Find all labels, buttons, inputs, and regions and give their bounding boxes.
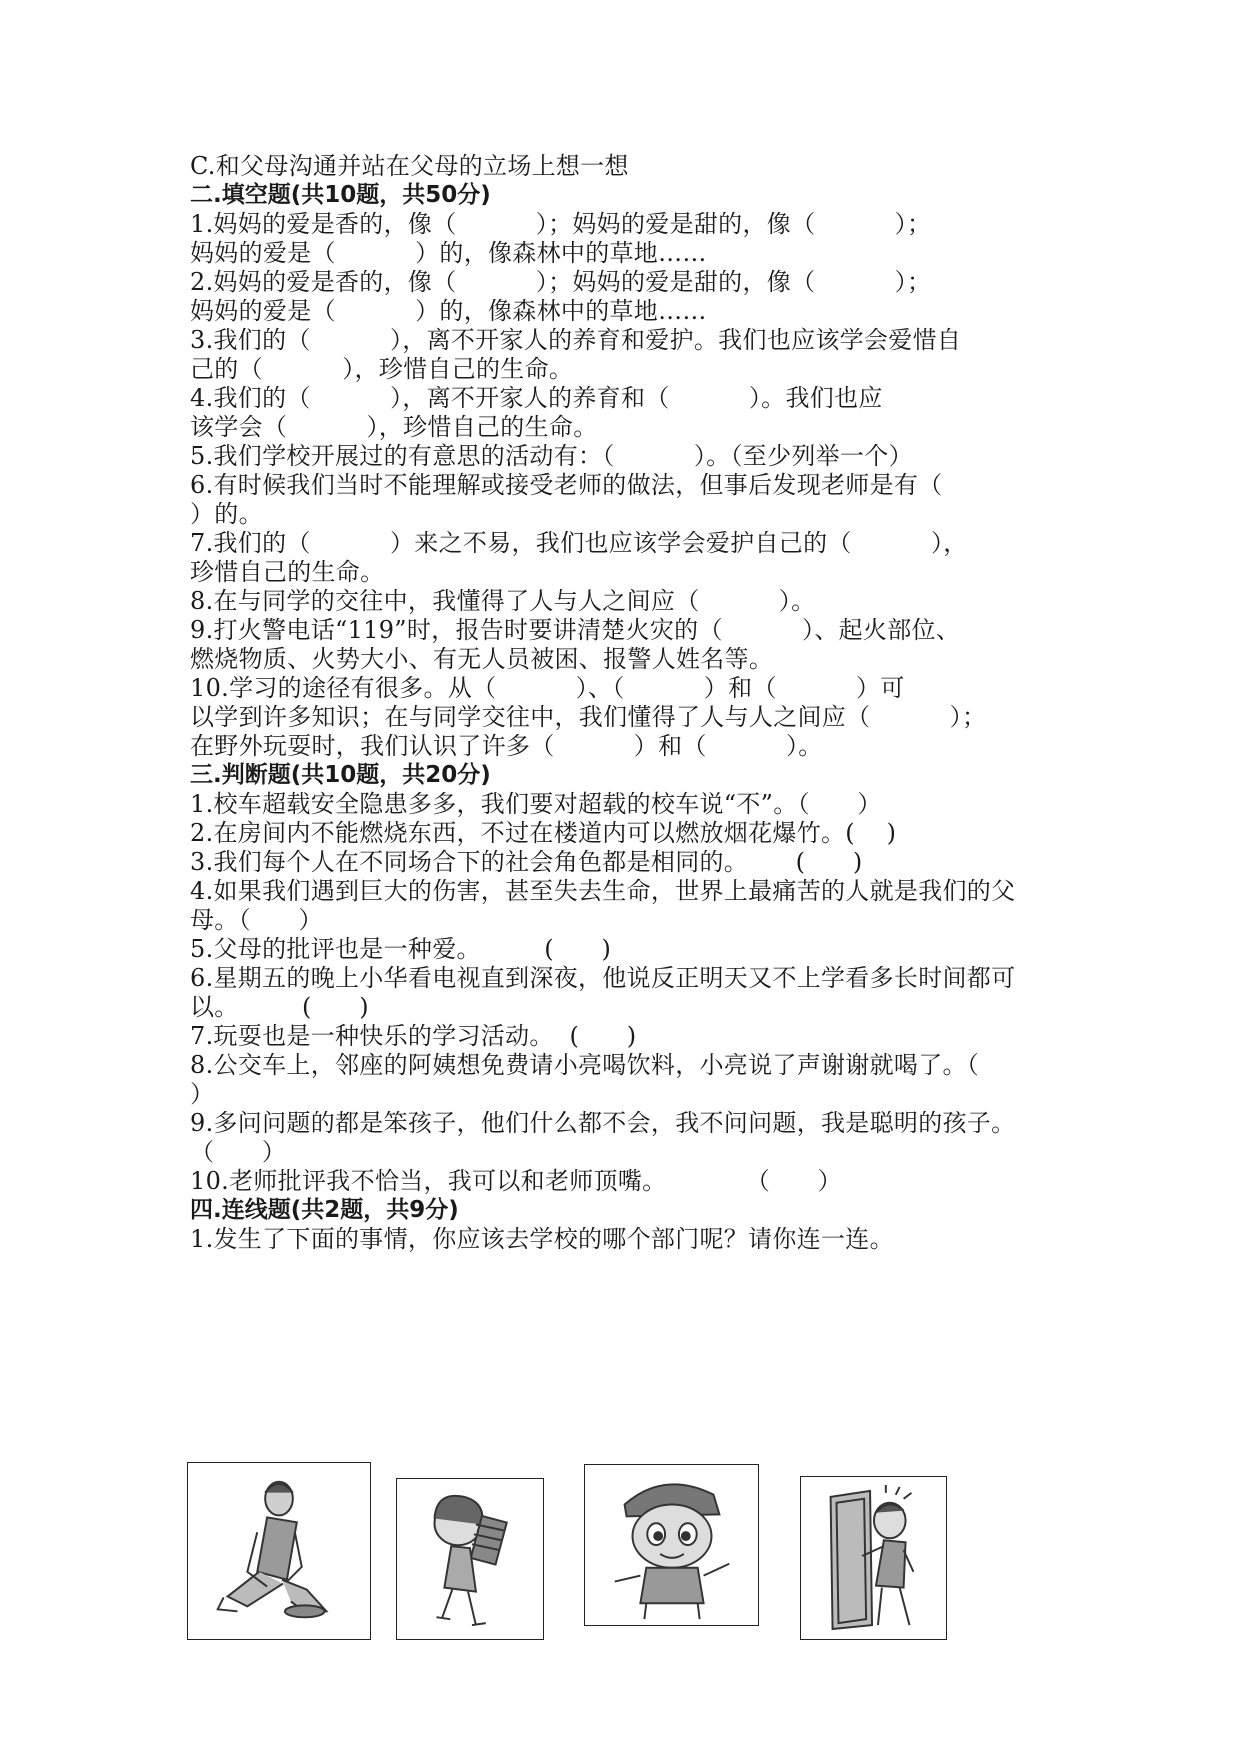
text-line: 在野外玩耍时，我们认识了许多（ ）和（ ）。 bbox=[190, 732, 823, 760]
text-line: 1.校车超载安全隐患多多，我们要对超载的校车说“不”。（ ） bbox=[190, 790, 882, 818]
text-line: 8.在与同学的交往中，我懂得了人与人之间应（ ）。 bbox=[190, 587, 816, 615]
boy-hurt-knee-picture bbox=[187, 1462, 371, 1640]
section-heading: 二.填空题(共10题，共50分) bbox=[190, 182, 491, 208]
text-line: 珍惜自己的生命。 bbox=[190, 558, 385, 586]
text-line: 5.父母的批评也是一种爱。 ( ) bbox=[190, 935, 612, 963]
text-line: 2.在房间内不能燃烧东西，不过在楼道内可以燃放烟花爆竹。( ) bbox=[190, 819, 897, 847]
text-line: 6.有时候我们当时不能理解或接受老师的做法，但事后发现老师是有（ bbox=[190, 471, 943, 499]
text-line: 2.妈妈的爱是香的，像（ ）；妈妈的爱是甜的，像（ ）； bbox=[190, 268, 932, 296]
text-line: 己的（ ），珍惜自己的生命。 bbox=[190, 355, 574, 383]
text-line: 10.老师批评我不恰当，我可以和老师顶嘴。 （ ） bbox=[190, 1167, 842, 1195]
text-line: 母。（ ） bbox=[190, 906, 323, 934]
boy-at-door-drawing bbox=[801, 1477, 946, 1639]
girl-carrying-books-drawing bbox=[397, 1479, 543, 1639]
worksheet-page bbox=[190, 152, 1070, 1254]
text-line: 6.星期五的晚上小华看电视直到深夜，他说反正明天又不上学看多长时间都可 bbox=[190, 964, 1016, 992]
text-line: C.和父母沟通并站在父母的立场上想一想 bbox=[190, 152, 629, 180]
text-line: 10.学习的途径有很多。从（ ）、（ ）和（ ）可 bbox=[190, 674, 905, 702]
text-line: 7.玩耍也是一种快乐的学习活动。 ( ) bbox=[190, 1022, 637, 1050]
text-line: 4.如果我们遇到巨大的伤害，甚至失去生命，世界上最痛苦的人就是我们的父 bbox=[190, 877, 1016, 905]
boy-at-door-picture bbox=[800, 1476, 947, 1640]
text-line: 妈妈的爱是（ ）的，像森林中的草地…… bbox=[190, 297, 707, 325]
text-line: 以学到许多知识；在与同学交往中，我们懂得了人与人之间应（ ）； bbox=[190, 703, 987, 731]
text-line: 妈妈的爱是（ ）的，像森林中的草地…… bbox=[190, 239, 707, 267]
text-line: 5.我们学校开展过的有意思的活动有：（ ）。（至少列举一个） bbox=[190, 442, 913, 470]
text-line: 1.发生了下面的事情，你应该去学校的哪个部门呢？请你连一连。 bbox=[190, 1225, 894, 1253]
girl-carrying-books-picture bbox=[396, 1478, 544, 1640]
text-line: 8.公交车上，邻座的阿姨想免费请小亮喝饮料，小亮说了声谢谢就喝了。（ bbox=[190, 1051, 980, 1079]
text-line: 以。 ( ) bbox=[190, 993, 369, 1021]
text-line: ） bbox=[190, 1080, 215, 1108]
boy-hurt-knee-drawing bbox=[188, 1463, 370, 1639]
text-line: 1.妈妈的爱是香的，像（ ）；妈妈的爱是甜的，像（ ）； bbox=[190, 210, 932, 238]
worksheet-text bbox=[190, 152, 1070, 1254]
boy-with-cap-picture bbox=[584, 1464, 759, 1626]
text-line: 燃烧物质、火势大小、有无人员被困、报警人姓名等。 bbox=[190, 645, 774, 673]
section-heading: 四.连线题(共2题，共9分) bbox=[190, 1197, 459, 1223]
text-line: 7.我们的（ ）来之不易，我们也应该学会爱护自己的（ ）， bbox=[190, 529, 968, 557]
text-line: 4.我们的（ ），离不开家人的养育和（ ）。我们也应 bbox=[190, 384, 883, 412]
section-heading: 三.判断题(共10题，共20分) bbox=[190, 762, 491, 788]
matching-pictures bbox=[190, 1462, 1070, 1642]
text-line: 该学会（ ），珍惜自己的生命。 bbox=[190, 413, 598, 441]
text-line: 3.我们的（ ），离不开家人的养育和爱护。我们也应该学会爱惜自 bbox=[190, 326, 962, 354]
text-line: 9.多问问题的都是笨孩子，他们什么都不会，我不问问题，我是聪明的孩子。 bbox=[190, 1109, 1016, 1137]
boy-with-cap-drawing bbox=[585, 1465, 758, 1625]
text-line: 3.我们每个人在不同场合下的社会角色都是相同的。 ( ) bbox=[190, 848, 863, 876]
text-line: 9.打火警电话“119”时，报告时要讲清楚火灾的（ ）、起火部位、 bbox=[190, 616, 961, 644]
text-line: （ ） bbox=[190, 1138, 287, 1166]
text-line: ）的。 bbox=[190, 500, 263, 528]
